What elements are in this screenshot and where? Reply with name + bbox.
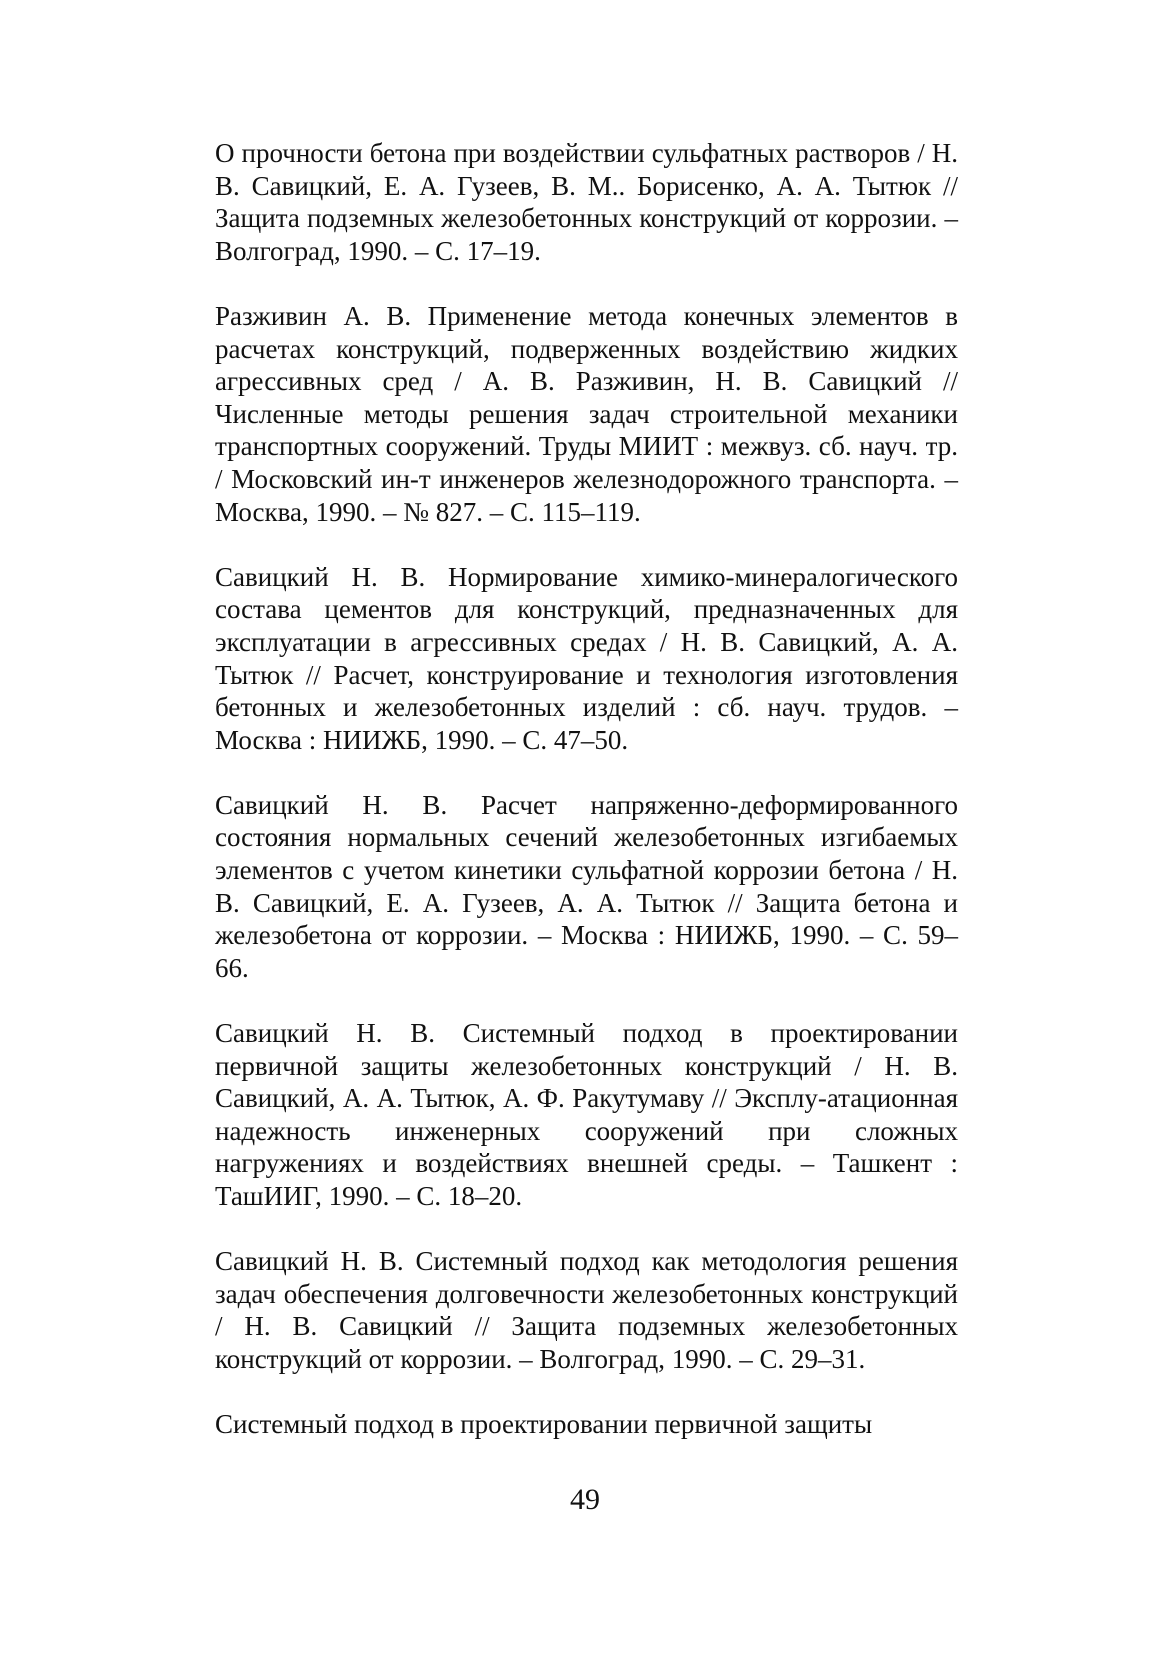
bibliography-entry: Савицкий Н. В. Системный подход как методология решения задач обеспечения долговечности железобетонных конструкций / Н. В. Савицкий // Защита подземных железобетонных конструкций от коррозии. – Волгоград, 1990. – С. 29–31. bbox=[215, 1246, 958, 1374]
bibliography-entry: Савицкий Н. В. Нормирование химико-минералогического состава цементов для конструкций, предназначенных для эксплуатации в агрессивных средах / Н. В. Савицкий, А. А. Тытюк // Расчет, конструирование и технология изготовления бетонных и железобетонных изделий : сб. науч. трудов. – Москва : НИИЖБ, 1990. – С. 47–50. bbox=[215, 561, 958, 755]
bibliography-entry: Савицкий Н. В. Расчет напряженно-деформированного состояния нормальных сечений железобетонных изгибаемых элементов с учетом кинетики сульфатной коррозии бетона / Н. В. Савицкий, Е. А. Гузеев, А. А. Тытюк // Защита бетона и железобетона от коррозии. – Москва : НИИЖБ, 1990. – С. 59–66. bbox=[215, 789, 958, 983]
bibliography-entry: Разживин А. В. Применение метода конечных элементов в расчетах конструкций, подверженных воздействию жидких агрессивных сред / А. В. Разживин, Н. В. Савицкий // Численные методы решения задач строительной механики транспортных сооружений. Труды МИИТ : межвуз. сб. науч. тр. / Московский ин-т инженеров железнодорожного транспорта. – Москва, 1990. – № 827. – С. 115–119. bbox=[215, 300, 958, 527]
bibliography-entry: Савицкий Н. В. Системный подход в проектировании первичной защиты железобетонных конструкций / Н. В. Савицкий, А. А. Тытюк, А. Ф. Ракутумаву // Эксплу-атационная надежность инженерных сооружений при сложных нагружениях и воздействиях внешней среды. – Ташкент : ТашИИГ, 1990. – С. 18–20. bbox=[215, 1018, 958, 1211]
bibliography-entry: Системный подход в проектировании первичной защиты bbox=[215, 1409, 873, 1440]
page-number: 49 bbox=[570, 1483, 600, 1516]
bibliography-entry: О прочности бетона при воздействии сульфатных растворов / Н. В. Савицкий, Е. А. Гузеев, В. М.. Борисенко, А. А. Тытюк // Защита подземных железобетонных конструкций от коррозии. – Волгоград, 1990. – С. 17–19. bbox=[215, 138, 958, 266]
bibliography-list bbox=[215, 137, 958, 1441]
